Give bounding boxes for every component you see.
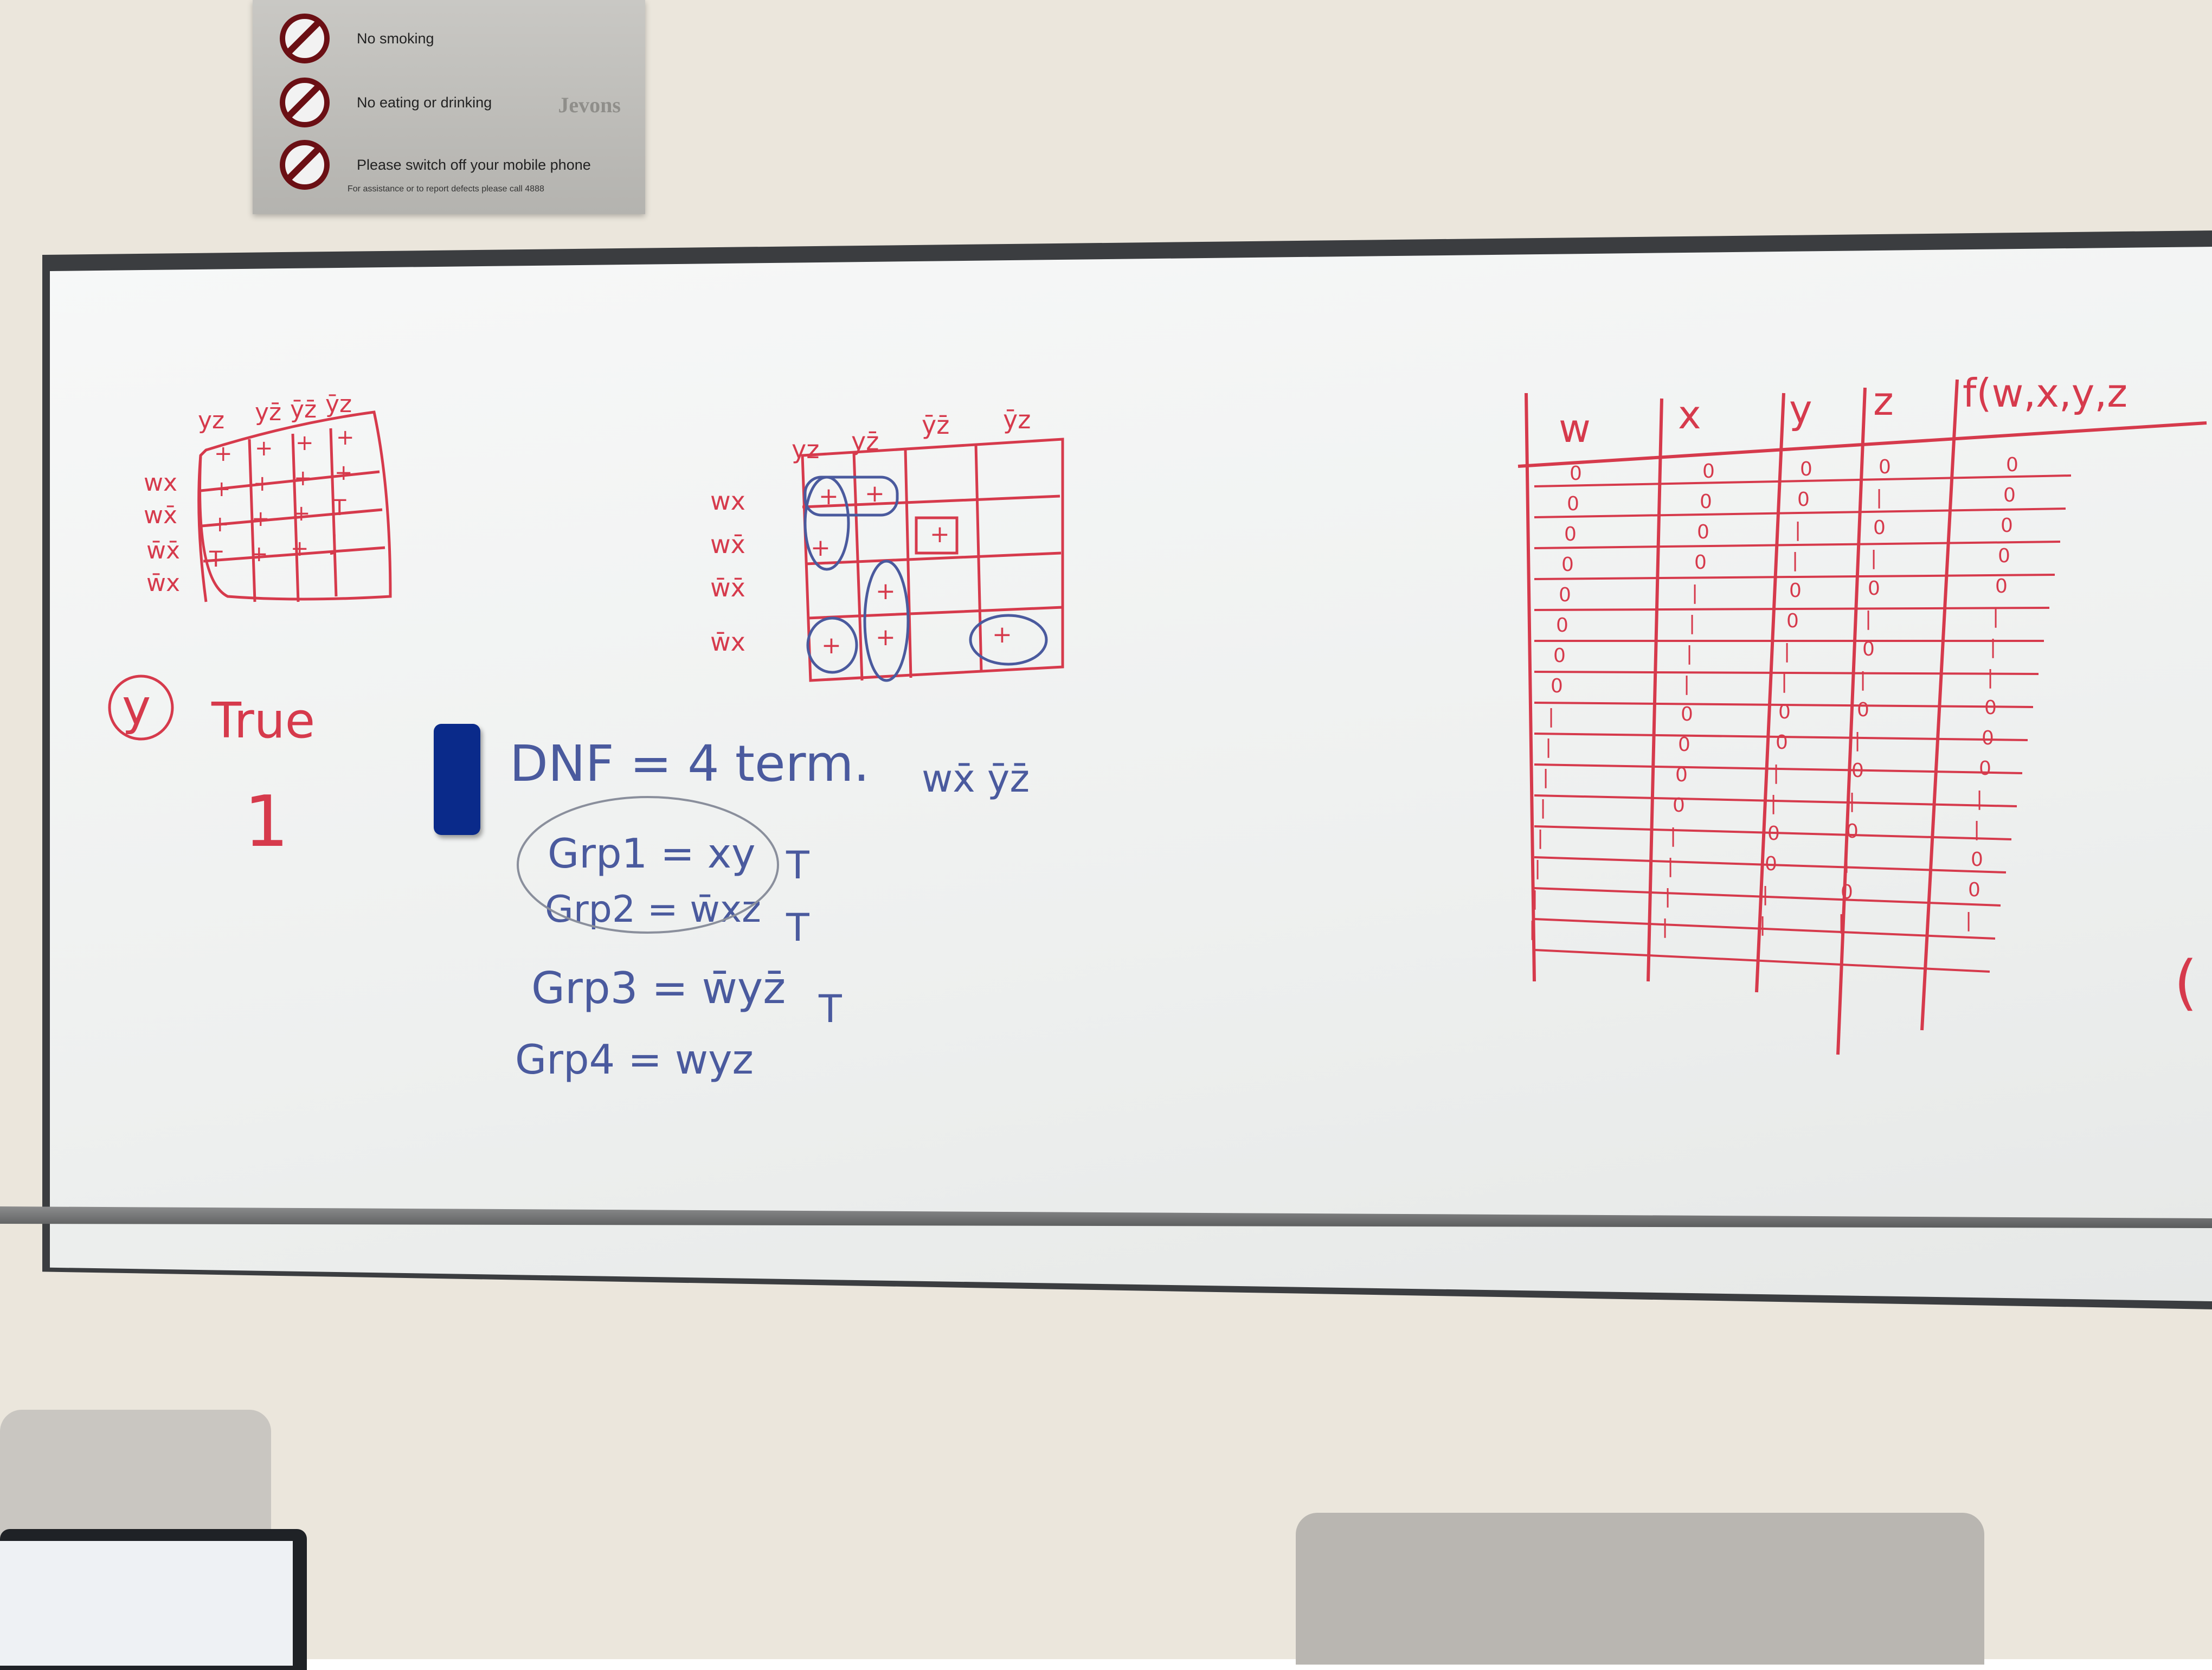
sign-brand: Jevons bbox=[558, 93, 621, 117]
group-2-label: Grp2 = w̄xz bbox=[545, 888, 761, 931]
tt-row-line bbox=[1534, 575, 2055, 579]
note-one: 1 bbox=[244, 780, 289, 863]
tt-cell: | bbox=[1667, 855, 1674, 877]
tt-header-z: z bbox=[1873, 378, 1894, 424]
tt-cell: | bbox=[1662, 916, 1669, 938]
tt-cell: 0 bbox=[1551, 675, 1563, 697]
tt-cell: 0 bbox=[1841, 881, 1853, 903]
tt-cell: 0 bbox=[1800, 458, 1812, 480]
tt-cell: | bbox=[1876, 486, 1883, 509]
tt-cell: | bbox=[1670, 825, 1677, 847]
sign-text: No eating or drinking bbox=[357, 94, 492, 111]
tt-cell: 0 bbox=[1673, 794, 1685, 817]
tt-cell: | bbox=[1792, 549, 1799, 571]
kmap-small-cell: + bbox=[291, 536, 309, 561]
tt-cell: | bbox=[1987, 666, 1994, 689]
tt-cell: | bbox=[1540, 797, 1547, 819]
tt-cell: 0 bbox=[1559, 584, 1571, 606]
tt-cell: 0 bbox=[1570, 463, 1582, 485]
note-circle-letter: y bbox=[122, 679, 151, 736]
tt-cell: 0 bbox=[1556, 614, 1568, 637]
kmap-small-cell: + bbox=[292, 501, 311, 526]
tt-cell: | bbox=[1860, 669, 1867, 691]
chair-right bbox=[1296, 1513, 1984, 1665]
tt-cell: | bbox=[1849, 790, 1856, 812]
kmap-small-cell: + bbox=[255, 436, 273, 461]
kmap-small-col-label: yz bbox=[198, 407, 225, 434]
note-true: True bbox=[211, 692, 316, 749]
kmap-large-mark: + bbox=[865, 480, 885, 508]
sign-text: Please switch off your mobile phone bbox=[357, 156, 591, 173]
tt-cell: 0 bbox=[1979, 757, 1991, 780]
tt-cell: 0 bbox=[1675, 764, 1688, 786]
tt-cell: | bbox=[1545, 736, 1552, 758]
tt-cell: 0 bbox=[1857, 699, 1869, 721]
kmap-small-col-label: yz̄ bbox=[255, 399, 282, 426]
tt-cell: | bbox=[1762, 883, 1769, 905]
sign-text: No smoking bbox=[357, 30, 434, 47]
kmap-small-cell: T bbox=[333, 496, 346, 521]
kmap-large-col-label: ȳz bbox=[1003, 405, 1031, 434]
tt-cell: | bbox=[1843, 851, 1850, 873]
tt-header-x: x bbox=[1678, 392, 1701, 438]
tt-cell: 0 bbox=[2001, 515, 2013, 537]
tt-cell: | bbox=[1773, 762, 1780, 784]
tt-cell: | bbox=[1534, 857, 1541, 879]
tt-cell: 0 bbox=[1697, 521, 1709, 543]
laptop-screen bbox=[0, 1541, 293, 1666]
kmap-large-mark: + bbox=[811, 534, 831, 562]
tt-cell: 0 bbox=[1998, 545, 2010, 567]
tt-cell: 0 bbox=[1995, 575, 2008, 598]
tt-cell: 0 bbox=[1776, 731, 1788, 754]
kmap-small-row-label: w̄x̄ bbox=[146, 537, 181, 564]
tt-cell: | bbox=[1838, 911, 1845, 934]
tt-cell: 0 bbox=[1851, 760, 1864, 782]
kmap-large-mark: + bbox=[876, 624, 896, 651]
tt-cell: 0 bbox=[1694, 551, 1707, 574]
kmap-large-row-label: w̄x̄ bbox=[710, 573, 745, 602]
group-4-label: Grp4 = wyz bbox=[515, 1036, 754, 1083]
dnf-side-term: wx̄ ȳz̄ bbox=[922, 756, 1030, 801]
tt-header-f: f(w,x,y,z bbox=[1963, 370, 2127, 416]
tt-header-y: y bbox=[1789, 387, 1812, 432]
kmap-small-cell: J bbox=[331, 531, 338, 556]
group-3-label: Grp3 = w̄yz̄ bbox=[531, 963, 786, 1013]
tt-cell: 0 bbox=[1968, 879, 1980, 901]
kmap-large-col-label: ȳz̄ bbox=[922, 410, 950, 440]
tt-cell: 0 bbox=[1567, 493, 1579, 515]
tt-cell: | bbox=[1870, 547, 1877, 569]
tt-cell: | bbox=[1965, 909, 1972, 932]
kmap-small-cell: + bbox=[211, 512, 229, 537]
tt-row-line bbox=[1534, 542, 2060, 548]
tt-cell: 0 bbox=[1862, 638, 1875, 660]
tt-cell: | bbox=[1542, 766, 1549, 788]
tt-cell: | bbox=[1548, 705, 1555, 728]
kmap-small-cell: + bbox=[252, 506, 270, 531]
kmap-large-col-label: yz bbox=[792, 435, 820, 464]
tt-cell: 0 bbox=[1564, 523, 1577, 545]
kmap-large-mark: + bbox=[876, 577, 896, 605]
tt-cell: | bbox=[1692, 582, 1699, 604]
tt-cell: | bbox=[1854, 729, 1861, 752]
kmap-small-cell: + bbox=[294, 466, 312, 491]
tt-cell: 0 bbox=[1700, 491, 1712, 513]
sign-footer: For assistance or to report defects please call 4888 bbox=[348, 184, 544, 194]
tt-cell: 0 bbox=[1971, 849, 1983, 871]
kmap-small-cell: T bbox=[209, 547, 223, 572]
tt-cell: 0 bbox=[1765, 853, 1777, 875]
tt-cell: | bbox=[1784, 640, 1791, 663]
tt-cell: 0 bbox=[1702, 460, 1715, 483]
tt-cell: 0 bbox=[1879, 456, 1891, 478]
tt-cell: | bbox=[1686, 643, 1693, 665]
kmap-large-row-label: wx bbox=[710, 486, 745, 516]
edge-mark: ( bbox=[2174, 948, 2197, 1017]
tt-cell: 0 bbox=[1778, 701, 1791, 723]
group-2-mark: T bbox=[786, 905, 809, 950]
kmap-small-row-label: wx bbox=[144, 469, 178, 497]
tt-cell: | bbox=[1795, 519, 1802, 541]
kmap-small-col-label: ȳz bbox=[325, 390, 352, 418]
group-1-mark: T bbox=[786, 843, 809, 888]
kmap-small-col-label: ȳz̄ bbox=[290, 396, 317, 423]
tt-cell: | bbox=[1990, 636, 1997, 658]
kmap-large-row-label: w̄x bbox=[710, 627, 745, 657]
kmap-small-cell: + bbox=[336, 425, 355, 450]
tt-cell: 0 bbox=[2003, 484, 2016, 506]
tt-cell: | bbox=[1689, 612, 1696, 634]
kmap-small-row-label: w̄x bbox=[146, 569, 181, 597]
tt-cell: | bbox=[1532, 888, 1539, 910]
laptop bbox=[0, 1529, 307, 1670]
tt-header-w: w bbox=[1559, 406, 1591, 451]
tt-cell: | bbox=[1664, 885, 1671, 908]
tt-cell: 0 bbox=[2006, 454, 2018, 476]
tt-cell: 0 bbox=[1846, 820, 1859, 843]
tt-cell: | bbox=[1973, 818, 1980, 840]
kmap-small-cell: + bbox=[295, 431, 314, 455]
kmap-small-cell: + bbox=[250, 542, 268, 567]
group-3-mark: T bbox=[819, 987, 842, 1031]
kmap-small-cell: + bbox=[253, 471, 272, 496]
tt-cell: 0 bbox=[1561, 554, 1574, 576]
tt-cell: | bbox=[1992, 606, 1999, 628]
tt-cell: 0 bbox=[1767, 823, 1780, 845]
tt-cell: | bbox=[1759, 914, 1766, 936]
tt-row-line bbox=[1534, 950, 1990, 972]
tt-cell: 0 bbox=[1984, 697, 1997, 719]
tt-cell: | bbox=[1770, 792, 1777, 814]
tt-cell: | bbox=[1976, 788, 1983, 810]
tt-cell: 0 bbox=[1789, 580, 1802, 602]
tt-cell: | bbox=[1865, 608, 1872, 630]
tt-cell: | bbox=[1529, 918, 1536, 940]
kmap-large-mark: + bbox=[821, 632, 841, 659]
tt-cell: | bbox=[1683, 673, 1690, 695]
kmap-small-cell: + bbox=[213, 477, 231, 502]
kmap-small-cell: + bbox=[214, 441, 233, 466]
tt-cell: 0 bbox=[1786, 610, 1799, 632]
tt-cell: 0 bbox=[1868, 577, 1880, 600]
kmap-large-mark: + bbox=[819, 483, 839, 510]
tt-cell: 0 bbox=[1873, 517, 1886, 539]
kmap-large-mark: + bbox=[930, 521, 950, 548]
group-1-label: Grp1 = xy bbox=[548, 830, 756, 877]
tt-cell: 0 bbox=[1681, 703, 1693, 725]
kmap-small-cell: + bbox=[335, 460, 353, 485]
tt-cell: | bbox=[1781, 671, 1788, 693]
kmap-large-col-label: yz̄ bbox=[851, 427, 879, 456]
tt-cell: | bbox=[1537, 827, 1544, 849]
kmap-small-row-label: wx̄ bbox=[144, 502, 178, 529]
tt-cell: 0 bbox=[1553, 645, 1566, 667]
kmap-large-mark: + bbox=[992, 621, 1012, 648]
tt-cell: 0 bbox=[1797, 489, 1810, 511]
tt-cell: 0 bbox=[1678, 734, 1690, 756]
tt-cell: 0 bbox=[1982, 727, 1994, 749]
kmap-large-row-label: wx̄ bbox=[710, 530, 745, 559]
dnf-line: DNF = 4 term. bbox=[510, 735, 870, 793]
